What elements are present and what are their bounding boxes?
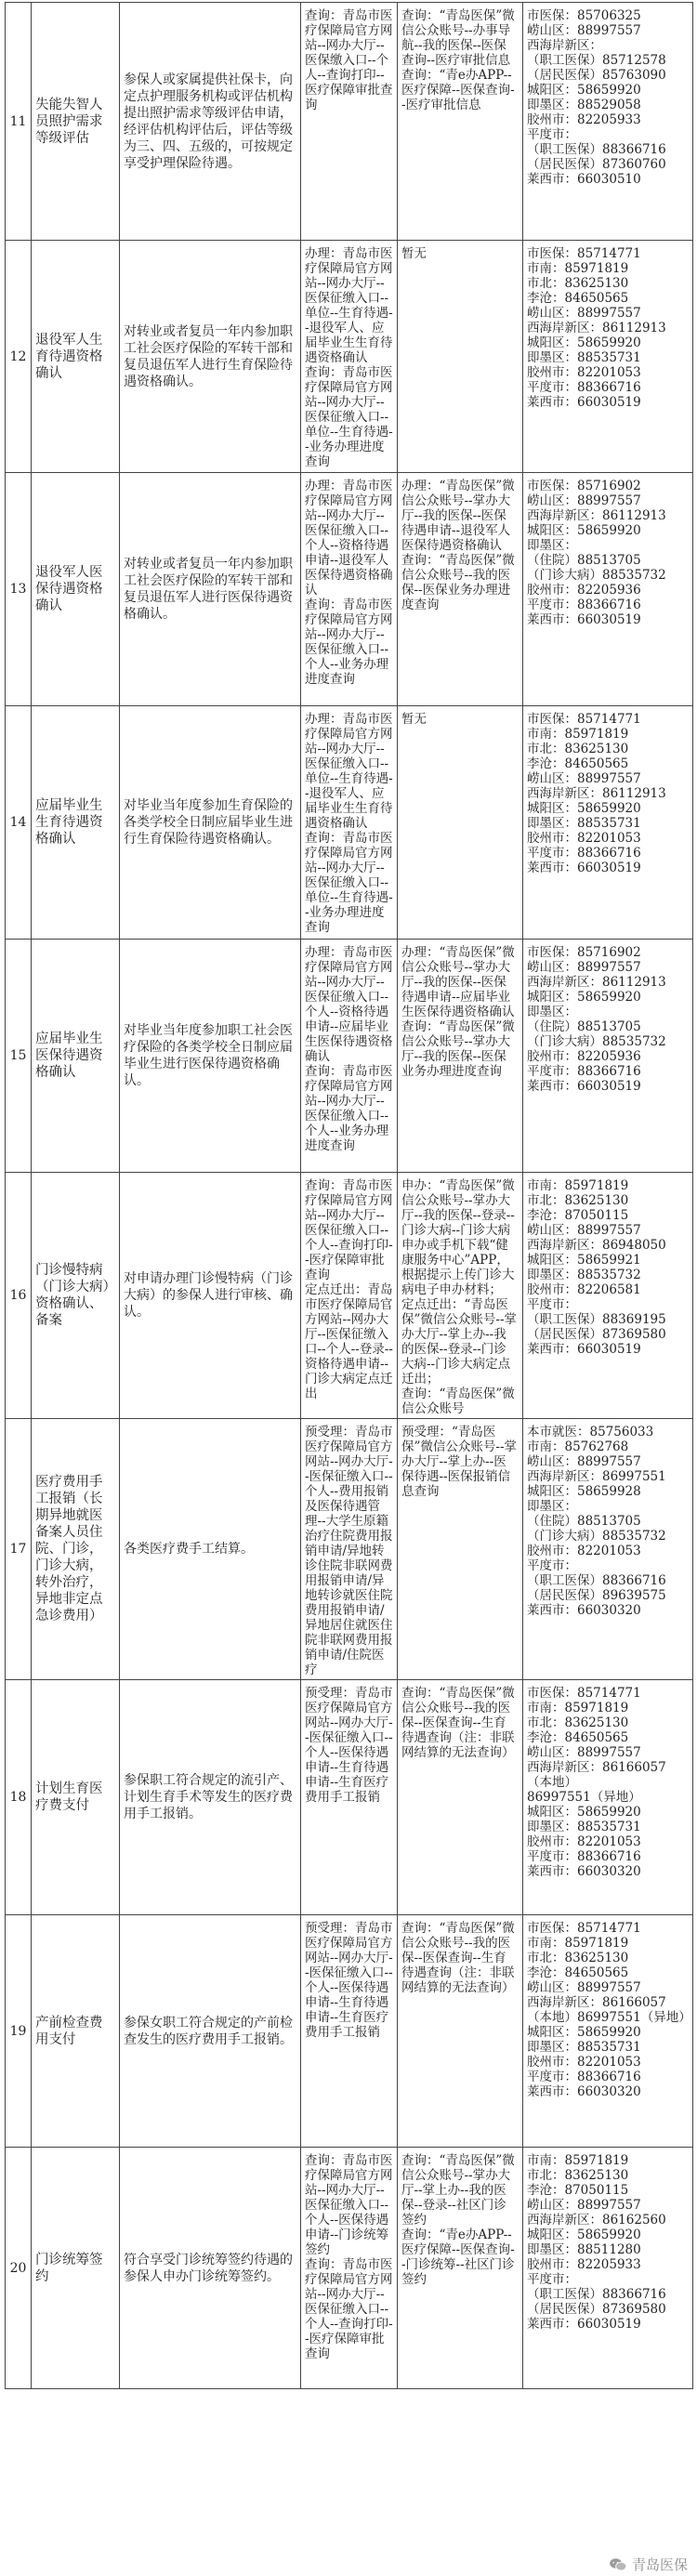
cell-row-number: 20 bbox=[6, 2148, 32, 2389]
mobile-channel-line: 查询：“青岛医保”微信公众账号--我的医保--医保业务办理进度查询 bbox=[401, 553, 515, 612]
phone-numbers-line: 莱西市：66030519 bbox=[527, 2317, 641, 2332]
web-channel-line: 办理：青岛市医疗保障局官方网站--网办大厅--医保征缴入口--单位--生育待遇--退役军人、应届毕业生生育待遇资格确认 bbox=[305, 712, 393, 831]
phone-numbers-line: （住院）88513705 bbox=[527, 1019, 641, 1034]
phone-numbers-line: （职工医保）88369195 bbox=[527, 1312, 666, 1327]
phone-numbers-line: 西海岸新区：86166057 bbox=[527, 1760, 666, 1775]
phone-numbers-line: （职工医保）88366716 bbox=[527, 1573, 666, 1588]
phone-numbers-line: 崂山区：88997557 bbox=[527, 306, 641, 321]
cell-mobile-channel bbox=[398, 473, 523, 706]
mobile-channel-line: 查询：“青岛医保”微信公众账号--我的医保--医保查询--生育待遇查询（注：非联网结算的无法查询） bbox=[401, 1686, 515, 1760]
phone-numbers-line: （住院）88513705 bbox=[527, 1514, 641, 1529]
mobile-channel-line: 查询：“青e办APP--医疗保障--医保查询--医疗审批信息 bbox=[401, 68, 515, 112]
phone-numbers-line: 即墨区：88535731 bbox=[527, 350, 641, 365]
cell-mobile-channel bbox=[398, 3, 523, 241]
phone-numbers-line: 西海岸新区： bbox=[527, 38, 602, 53]
cell-conditions: 对转业或者复员一年内参加职工社会医疗保险的军转干部和复员退伍军人进行生育保险待遇资格确认。 bbox=[120, 241, 301, 473]
phone-numbers-line: 李沧：84650565 bbox=[527, 756, 629, 771]
phone-numbers-line: 市南：85971819 bbox=[527, 727, 629, 742]
phone-numbers-line: （职工医保）88366716 bbox=[527, 2287, 666, 2302]
phone-numbers-line: 即墨区： bbox=[527, 538, 577, 553]
phone-numbers-line: （门诊大病）88535732 bbox=[527, 1529, 666, 1544]
mobile-channel-line: 查询：“青e办APP--医疗保障--医保查询--门诊统筹--社区门诊签约 bbox=[401, 2228, 515, 2287]
phone-numbers-line: 西海岸新区：86112913 bbox=[527, 321, 666, 335]
phone-numbers-line: 西海岸新区：86162560 bbox=[527, 2213, 666, 2228]
web-channel-line: 定点迁出：青岛市医疗保障局官方网站--网办大厅--医保征缴入口--个人--登录--资格待遇申请--门诊大病定点迁出 bbox=[305, 1282, 393, 1401]
mobile-channel-line: 查询：“青岛医保”微信公众账号--我的医保--医保查询--生育待遇查询（注：非联网结算的无法查询） bbox=[401, 1921, 515, 1995]
phone-numbers-line: 市医保：85716902 bbox=[527, 479, 641, 493]
cell-row-number: 12 bbox=[6, 241, 32, 473]
cell-row-number: 19 bbox=[6, 1915, 32, 2148]
cell-conditions: 参保人或家属提供社保卡，向定点护理服务机构或评估机构提出照护需求等级评估申请，经评估机构评估后，评估等级为三、四、五级的，可按规定享受护理保险待遇。 bbox=[120, 3, 301, 241]
phone-numbers-line: 莱西市：66030519 bbox=[527, 395, 641, 410]
watermark bbox=[609, 2555, 688, 2574]
phone-numbers-line: 西海岸新区：86112913 bbox=[527, 508, 666, 523]
web-channel-line: 办理：青岛市医疗保障局官方网站--网办大厅--医保征缴入口--个人--资格待遇申请--应届毕业生医保待遇资格确认 bbox=[305, 945, 393, 1064]
phone-numbers-line: 城阳区：58659920 bbox=[527, 1805, 641, 1820]
phone-numbers-line: 市医保：85714771 bbox=[527, 1686, 641, 1701]
cell-mobile-channel bbox=[398, 1680, 523, 1915]
cell-web-channel bbox=[301, 3, 398, 241]
table-row bbox=[6, 1915, 693, 2148]
cell-mobile-channel bbox=[398, 1173, 523, 1419]
phone-numbers-line: 西海岸新区：86997551 bbox=[527, 1469, 666, 1484]
web-channel-line: 查询：青岛市医疗保障局官方网站--网办大厅--医保缴入口--个人--查询打印--医疗保障审批查询 bbox=[305, 8, 393, 112]
cell-phone-numbers bbox=[523, 241, 693, 473]
phone-numbers-line: 即墨区：88511280 bbox=[527, 2242, 641, 2257]
phone-numbers-line: 城阳区：58659920 bbox=[527, 523, 641, 538]
phone-numbers-line: 莱西市：66030519 bbox=[527, 861, 641, 875]
phone-numbers-line: 市北：83625130 bbox=[527, 742, 629, 756]
table-row bbox=[6, 1173, 693, 1419]
cell-web-channel bbox=[301, 940, 398, 1173]
watermark-text: 青岛医保 bbox=[631, 2556, 688, 2573]
cell-mobile-channel bbox=[398, 2148, 523, 2389]
phone-numbers-line: （居民医保）87360760 bbox=[527, 157, 666, 172]
cell-conditions: 对申请办理门诊慢特病（门诊大病）的参保人进行审核、确认。 bbox=[120, 1173, 301, 1419]
phone-numbers-line: 李沧：84650565 bbox=[527, 1730, 629, 1745]
phone-numbers-line: 李沧：84650565 bbox=[527, 1965, 629, 1980]
cell-conditions: 对转业或者复员一年内参加职工社会医疗保险的军转干部和复员退伍军人进行医保待遇资格确认。 bbox=[120, 473, 301, 706]
cell-item-name: 应届毕业生医保待遇资格确认 bbox=[32, 940, 120, 1173]
phone-numbers-line: 胶州市：82205933 bbox=[527, 2257, 641, 2272]
phone-numbers-line: 西海岸新区：86112913 bbox=[527, 975, 666, 990]
phone-numbers-line: 莱西市：66030519 bbox=[527, 1079, 641, 1094]
phone-numbers-line: 西海岸新区：86948050 bbox=[527, 1238, 666, 1253]
cell-web-channel bbox=[301, 2148, 398, 2389]
phone-numbers-line: 市北：83625130 bbox=[527, 2168, 629, 2183]
cell-row-number: 16 bbox=[6, 1173, 32, 1419]
mobile-channel-line: 查询：“青岛医保”微信公众账号 bbox=[401, 1387, 515, 1416]
table-row bbox=[6, 940, 693, 1173]
wechat-icon bbox=[609, 2557, 627, 2572]
phone-numbers-line: 西海岸新区：86112913 bbox=[527, 786, 666, 801]
phone-numbers-line: 莱西市：66030320 bbox=[527, 1864, 641, 1879]
cell-web-channel bbox=[301, 1419, 398, 1680]
web-channel-line: 查询：青岛市医疗保障局官方网站--网办大厅--医保征缴入口--个人--业务办理进度查询 bbox=[305, 598, 393, 687]
cell-conditions: 对毕业当年度参加生育保险的各类学校全日制应届毕业生进行生育保险待遇资格确认。 bbox=[120, 706, 301, 940]
phone-numbers-line: （本地） bbox=[527, 1775, 577, 1790]
cell-row-number: 13 bbox=[6, 473, 32, 706]
cell-web-channel bbox=[301, 473, 398, 706]
phone-numbers-line: 市南：85762768 bbox=[527, 1439, 629, 1454]
mobile-channel-line: 预受理：“青岛医保”微信公众账号--掌办大厅--掌上办--医保待遇--医保报销信息查询 bbox=[401, 1425, 518, 1499]
cell-item-name: 医疗费用手工报销（长期异地就医备案人员住院、门诊，门诊大病，转外治疗，异地非定点急诊费用） bbox=[32, 1419, 120, 1680]
table-row bbox=[6, 706, 693, 940]
cell-web-channel bbox=[301, 1915, 398, 2148]
web-channel-line: 预受理：青岛市医疗保障局官方网站--网办大厅--医保征缴入口--个人--费用报销及医保待遇管理--大学生原籍治疗住院费用报销申请/异地转诊住院非联网费用报销申请/异地转诊就医住院费用报销申请/异地居住就医住院非联网费用报销申请/住院医疗 bbox=[305, 1425, 393, 1677]
phone-numbers-line: 市医保：85706325 bbox=[527, 8, 641, 23]
phone-numbers-line: 即墨区：88535732 bbox=[527, 1268, 641, 1282]
phone-numbers-line: 市医保：85714771 bbox=[527, 712, 641, 727]
table-row bbox=[6, 1680, 693, 1915]
cell-mobile-channel bbox=[398, 241, 523, 473]
phone-numbers-line: 平度市：88366716 bbox=[527, 846, 641, 861]
cell-phone-numbers bbox=[523, 940, 693, 1173]
phone-numbers-line: 莱西市：66030510 bbox=[527, 172, 641, 187]
cell-item-name: 退役军人生育待遇资格确认 bbox=[32, 241, 120, 473]
cell-web-channel bbox=[301, 241, 398, 473]
phone-numbers-line: 崂山区：88997557 bbox=[527, 493, 641, 508]
cell-web-channel bbox=[301, 1173, 398, 1419]
phone-numbers-line: 市医保：85714771 bbox=[527, 1921, 641, 1936]
phone-numbers-line: 城阳区：58659920 bbox=[527, 990, 641, 1005]
phone-numbers-line: 莱西市：66030320 bbox=[527, 2084, 641, 2099]
web-channel-line: 查询：青岛市医疗保障局官方网站--网办大厅--医保征缴入口--个人--查询打印--医疗保障审批查询 bbox=[305, 1178, 393, 1282]
cell-mobile-channel bbox=[398, 940, 523, 1173]
phone-numbers-line: 胶州市：82205933 bbox=[527, 112, 641, 127]
phone-numbers-line: 市医保：85714771 bbox=[527, 246, 641, 261]
cell-item-name: 门诊统筹签约 bbox=[32, 2148, 120, 2389]
phone-numbers-line: 市南：85971819 bbox=[527, 2153, 629, 2168]
phone-numbers-line: （住院）88513705 bbox=[527, 553, 641, 568]
phone-numbers-line: 李沧：84650565 bbox=[527, 291, 629, 306]
phone-numbers-line: 市南：85971819 bbox=[527, 1936, 629, 1951]
phone-numbers-line: 即墨区：88535731 bbox=[527, 1820, 641, 1834]
phone-numbers-line: 平度市：88366716 bbox=[527, 2070, 641, 2084]
mobile-channel-line: 暂无 bbox=[401, 712, 427, 727]
phone-numbers-line: 城阳区：58659920 bbox=[527, 2025, 641, 2040]
phone-numbers-line: 莱西市：66030320 bbox=[527, 1603, 641, 1618]
mobile-channel-line: 定点迁出：“青岛医保”微信公众账号--掌办大厅--掌上办--我的医保--登录--门诊大病--门诊大病定点迁出； bbox=[401, 1297, 518, 1387]
web-channel-line: 查询：青岛市医疗保障局官方网站--网办大厅--医保征缴入口--个人--医保待遇申请--门诊统筹签约 bbox=[305, 2153, 393, 2257]
phone-numbers-line: 平度市： bbox=[527, 2272, 577, 2287]
phone-numbers-line: 崂山区：88997557 bbox=[527, 1223, 641, 1238]
phone-numbers-line: 本市就医：85756033 bbox=[527, 1425, 654, 1439]
cell-phone-numbers bbox=[523, 1915, 693, 2148]
web-channel-line: 查询：青岛市医疗保障局官方网站--网办大厅--医保征缴入口--单位--生育待遇--业务办理进度查询 bbox=[305, 365, 393, 469]
phone-numbers-line: 城阳区：58659920 bbox=[527, 801, 641, 816]
phone-numbers-line: 崂山区：88997557 bbox=[527, 1454, 641, 1469]
phone-numbers-line: （居民医保）87369580 bbox=[527, 2302, 666, 2317]
cell-phone-numbers bbox=[523, 1173, 693, 1419]
phone-numbers-line: 胶州市：82205936 bbox=[527, 1049, 641, 1064]
phone-numbers-line: 崂山区：88997557 bbox=[527, 960, 641, 975]
mobile-channel-line: 申办：“青岛医保”微信公众账号--掌办大厅--我的医保--登录--门诊大病--门诊大病申办或手机下载“健康服务中心”APP，根据提示上传门诊大病电子申办材料； bbox=[401, 1178, 515, 1297]
cell-phone-numbers bbox=[523, 706, 693, 940]
web-channel-line: 预受理：青岛市医疗保障局官方网站--网办大厅--医保征缴入口--个人--医保待遇申请--生育待遇申请--生育医疗费用手工报销 bbox=[305, 1921, 393, 2040]
cell-phone-numbers bbox=[523, 3, 693, 241]
phone-numbers-line: （门诊大病）88535732 bbox=[527, 1034, 666, 1049]
phone-numbers-line: （居民医保）85763090 bbox=[527, 68, 666, 83]
table-row bbox=[6, 3, 693, 241]
phone-numbers-line: （居民医保）87369580 bbox=[527, 1327, 666, 1342]
phone-numbers-line: 平度市： bbox=[527, 127, 577, 142]
phone-numbers-line: 李沧：87050115 bbox=[527, 2183, 629, 2198]
phone-numbers-line: 城阳区：58659921 bbox=[527, 1253, 641, 1268]
phone-numbers-line: 胶州市：82201053 bbox=[527, 1544, 641, 1558]
cell-row-number: 17 bbox=[6, 1419, 32, 1680]
cell-item-name: 门诊慢特病（门诊大病）资格确认、备案 bbox=[32, 1173, 120, 1419]
phone-numbers-line: （职工医保）88366716 bbox=[527, 142, 666, 157]
phone-numbers-line: 莱西市：66030519 bbox=[527, 612, 641, 627]
phone-numbers-line: 市北：83625130 bbox=[527, 1193, 629, 1208]
web-channel-line: 查询：青岛市医疗保障局官方网站--网办大厅--医保征缴入口--个人--查询打印--医疗保障审批查询 bbox=[305, 2257, 393, 2361]
cell-item-name: 产前检查费用支付 bbox=[32, 1915, 120, 2148]
phone-numbers-line: 西海岸新区：86166057 bbox=[527, 1995, 666, 2010]
phone-numbers-line: 胶州市：82201053 bbox=[527, 1834, 641, 1849]
cell-phone-numbers bbox=[523, 2148, 693, 2389]
phone-numbers-line: 平度市： bbox=[527, 1558, 577, 1573]
phone-numbers-line: 市南：85971819 bbox=[527, 1178, 629, 1193]
phone-numbers-line: 即墨区： bbox=[527, 1005, 577, 1019]
phone-numbers-line: （居民医保）89639575 bbox=[527, 1588, 666, 1603]
cell-row-number: 14 bbox=[6, 706, 32, 940]
cell-row-number: 15 bbox=[6, 940, 32, 1173]
mobile-channel-line: 暂无 bbox=[401, 246, 427, 261]
mobile-channel-line: 查询：“青岛医保”微信公众账号--办事导航--我的医保--医保查询--医疗审批信息 bbox=[401, 8, 515, 68]
phone-numbers-line: 崂山区：88997557 bbox=[527, 23, 641, 38]
phone-numbers-line: 莱西市：66030519 bbox=[527, 1342, 641, 1357]
phone-numbers-line: 即墨区：88535731 bbox=[527, 816, 641, 831]
phone-numbers-line: （本地）86997551（异地） bbox=[527, 2010, 691, 2025]
cell-item-name: 应届毕业生生育待遇资格确认 bbox=[32, 706, 120, 940]
cell-conditions: 各类医疗费手工结算。 bbox=[120, 1419, 301, 1680]
phone-numbers-line: 城阳区：58659920 bbox=[527, 2228, 641, 2242]
cell-conditions: 对毕业当年度参加职工社会医疗保险的各类学校全日制应届毕业生进行医保待遇资格确认。 bbox=[120, 940, 301, 1173]
phone-numbers-line: 胶州市：82201053 bbox=[527, 365, 641, 380]
mobile-channel-line: 查询：“青岛医保”微信公众账号--掌办大厅--掌上办--我的医保--登录--社区门诊签约 bbox=[401, 2153, 515, 2228]
table-row bbox=[6, 241, 693, 473]
phone-numbers-line: 胶州市：82201053 bbox=[527, 831, 641, 846]
web-channel-line: 查询：青岛市医疗保障局官方网站--网办大厅--医保征缴入口--个人--业务办理进度查询 bbox=[305, 1064, 393, 1153]
cell-web-channel bbox=[301, 1680, 398, 1915]
phone-numbers-line: 胶州市：82206581 bbox=[527, 1282, 641, 1297]
phone-numbers-line: 即墨区： bbox=[527, 1499, 577, 1514]
cell-mobile-channel bbox=[398, 1419, 523, 1680]
cell-item-name: 计划生育医疗费支付 bbox=[32, 1680, 120, 1915]
phone-numbers-line: 李沧：87050115 bbox=[527, 1208, 629, 1223]
phone-numbers-line: 平度市：88366716 bbox=[527, 598, 641, 612]
phone-numbers-line: 平度市：88366716 bbox=[527, 1064, 641, 1079]
table-row bbox=[6, 2148, 693, 2389]
phone-numbers-line: 城阳区：58659920 bbox=[527, 335, 641, 350]
cell-row-number: 11 bbox=[6, 3, 32, 241]
table-row bbox=[6, 1419, 693, 1680]
phone-numbers-line: 市北：83625130 bbox=[527, 276, 629, 291]
cell-mobile-channel bbox=[398, 1915, 523, 2148]
web-channel-line: 预受理：青岛市医疗保障局官方网站--网办大厅--医保征缴入口--个人--医保待遇申请--生育待遇申请--生育医疗费用手工报销 bbox=[305, 1686, 393, 1805]
cell-conditions: 参保职工符合规定的流引产、计划生育手术等发生的医疗费用手工报销。 bbox=[120, 1680, 301, 1915]
cell-row-number: 18 bbox=[6, 1680, 32, 1915]
phone-numbers-line: 市南：85971819 bbox=[527, 1701, 629, 1715]
phone-numbers-line: 即墨区：88535731 bbox=[527, 2040, 641, 2055]
phone-numbers-line: 平度市：88366716 bbox=[527, 380, 641, 395]
phone-numbers-line: 崂山区：88997557 bbox=[527, 1980, 641, 1995]
phone-numbers-line: 市南：85971819 bbox=[527, 261, 629, 276]
phone-numbers-line: 市北：83625130 bbox=[527, 1951, 629, 1965]
phone-numbers-line: 崂山区：88997557 bbox=[527, 2198, 641, 2213]
cell-conditions: 参保女职工符合规定的产前检查发生的医疗费用手工报销。 bbox=[120, 1915, 301, 2148]
phone-numbers-line: 86997551（异地） bbox=[527, 1790, 641, 1805]
phone-numbers-line: 胶州市：82201053 bbox=[527, 2055, 641, 2070]
phone-numbers-line: 平度市：88366716 bbox=[527, 1849, 641, 1864]
web-channel-line: 办理：青岛市医疗保障局官方网站--网办大厅--医保征缴入口--单位--生育待遇--退役军人、应届毕业生生育待遇资格确认 bbox=[305, 246, 393, 365]
phone-numbers-line: 崂山区：88997557 bbox=[527, 1745, 641, 1760]
phone-numbers-line: 即墨区：88529058 bbox=[527, 98, 641, 112]
service-table bbox=[5, 2, 693, 2389]
mobile-channel-line: 办理：“青岛医保”微信公众账号--掌办大厅--我的医保--医保待遇申请--应届毕业生医保待遇资格确认 bbox=[401, 945, 515, 1019]
web-channel-line: 查询：青岛市医疗保障局官方网站--网办大厅--医保征缴入口--单位--生育待遇--业务办理进度查询 bbox=[305, 831, 393, 935]
cell-phone-numbers bbox=[523, 1680, 693, 1915]
phone-numbers-line: （职工医保）85712578 bbox=[527, 53, 666, 68]
cell-item-name: 失能失智人员照护需求等级评估 bbox=[32, 3, 120, 241]
cell-phone-numbers bbox=[523, 473, 693, 706]
mobile-channel-line: 查询：“青岛医保”微信公众账号--掌办大厅--我的医保--医保业务办理进度查询 bbox=[401, 1019, 515, 1079]
phone-numbers-line: 市北：83625130 bbox=[527, 1715, 629, 1730]
table-body bbox=[6, 3, 693, 2389]
phone-numbers-line: 胶州市：82205936 bbox=[527, 583, 641, 598]
phone-numbers-line: 市医保：85716902 bbox=[527, 945, 641, 960]
cell-mobile-channel bbox=[398, 706, 523, 940]
phone-numbers-line: 崂山区：88997557 bbox=[527, 771, 641, 786]
phone-numbers-line: （门诊大病）88535732 bbox=[527, 568, 666, 583]
web-channel-line: 办理：青岛市医疗保障局官方网站--网办大厅--医保征缴入口--个人--资格待遇申请--退役军人医保待遇资格确认 bbox=[305, 479, 393, 598]
phone-numbers-line: 城阳区：58659928 bbox=[527, 1484, 641, 1499]
table-row bbox=[6, 473, 693, 706]
phone-numbers-line: 城阳区：58659920 bbox=[527, 83, 641, 98]
cell-phone-numbers bbox=[523, 1419, 693, 1680]
cell-conditions: 符合享受门诊统筹签约待遇的参保人申办门诊统筹签约。 bbox=[120, 2148, 301, 2389]
cell-web-channel bbox=[301, 706, 398, 940]
phone-numbers-line: 平度市： bbox=[527, 1297, 577, 1312]
mobile-channel-line: 办理：“青岛医保”微信公众账号--掌办大厅--我的医保--医保待遇申请--退役军人医保待遇资格确认 bbox=[401, 479, 515, 553]
cell-item-name: 退役军人医保待遇资格确认 bbox=[32, 473, 120, 706]
